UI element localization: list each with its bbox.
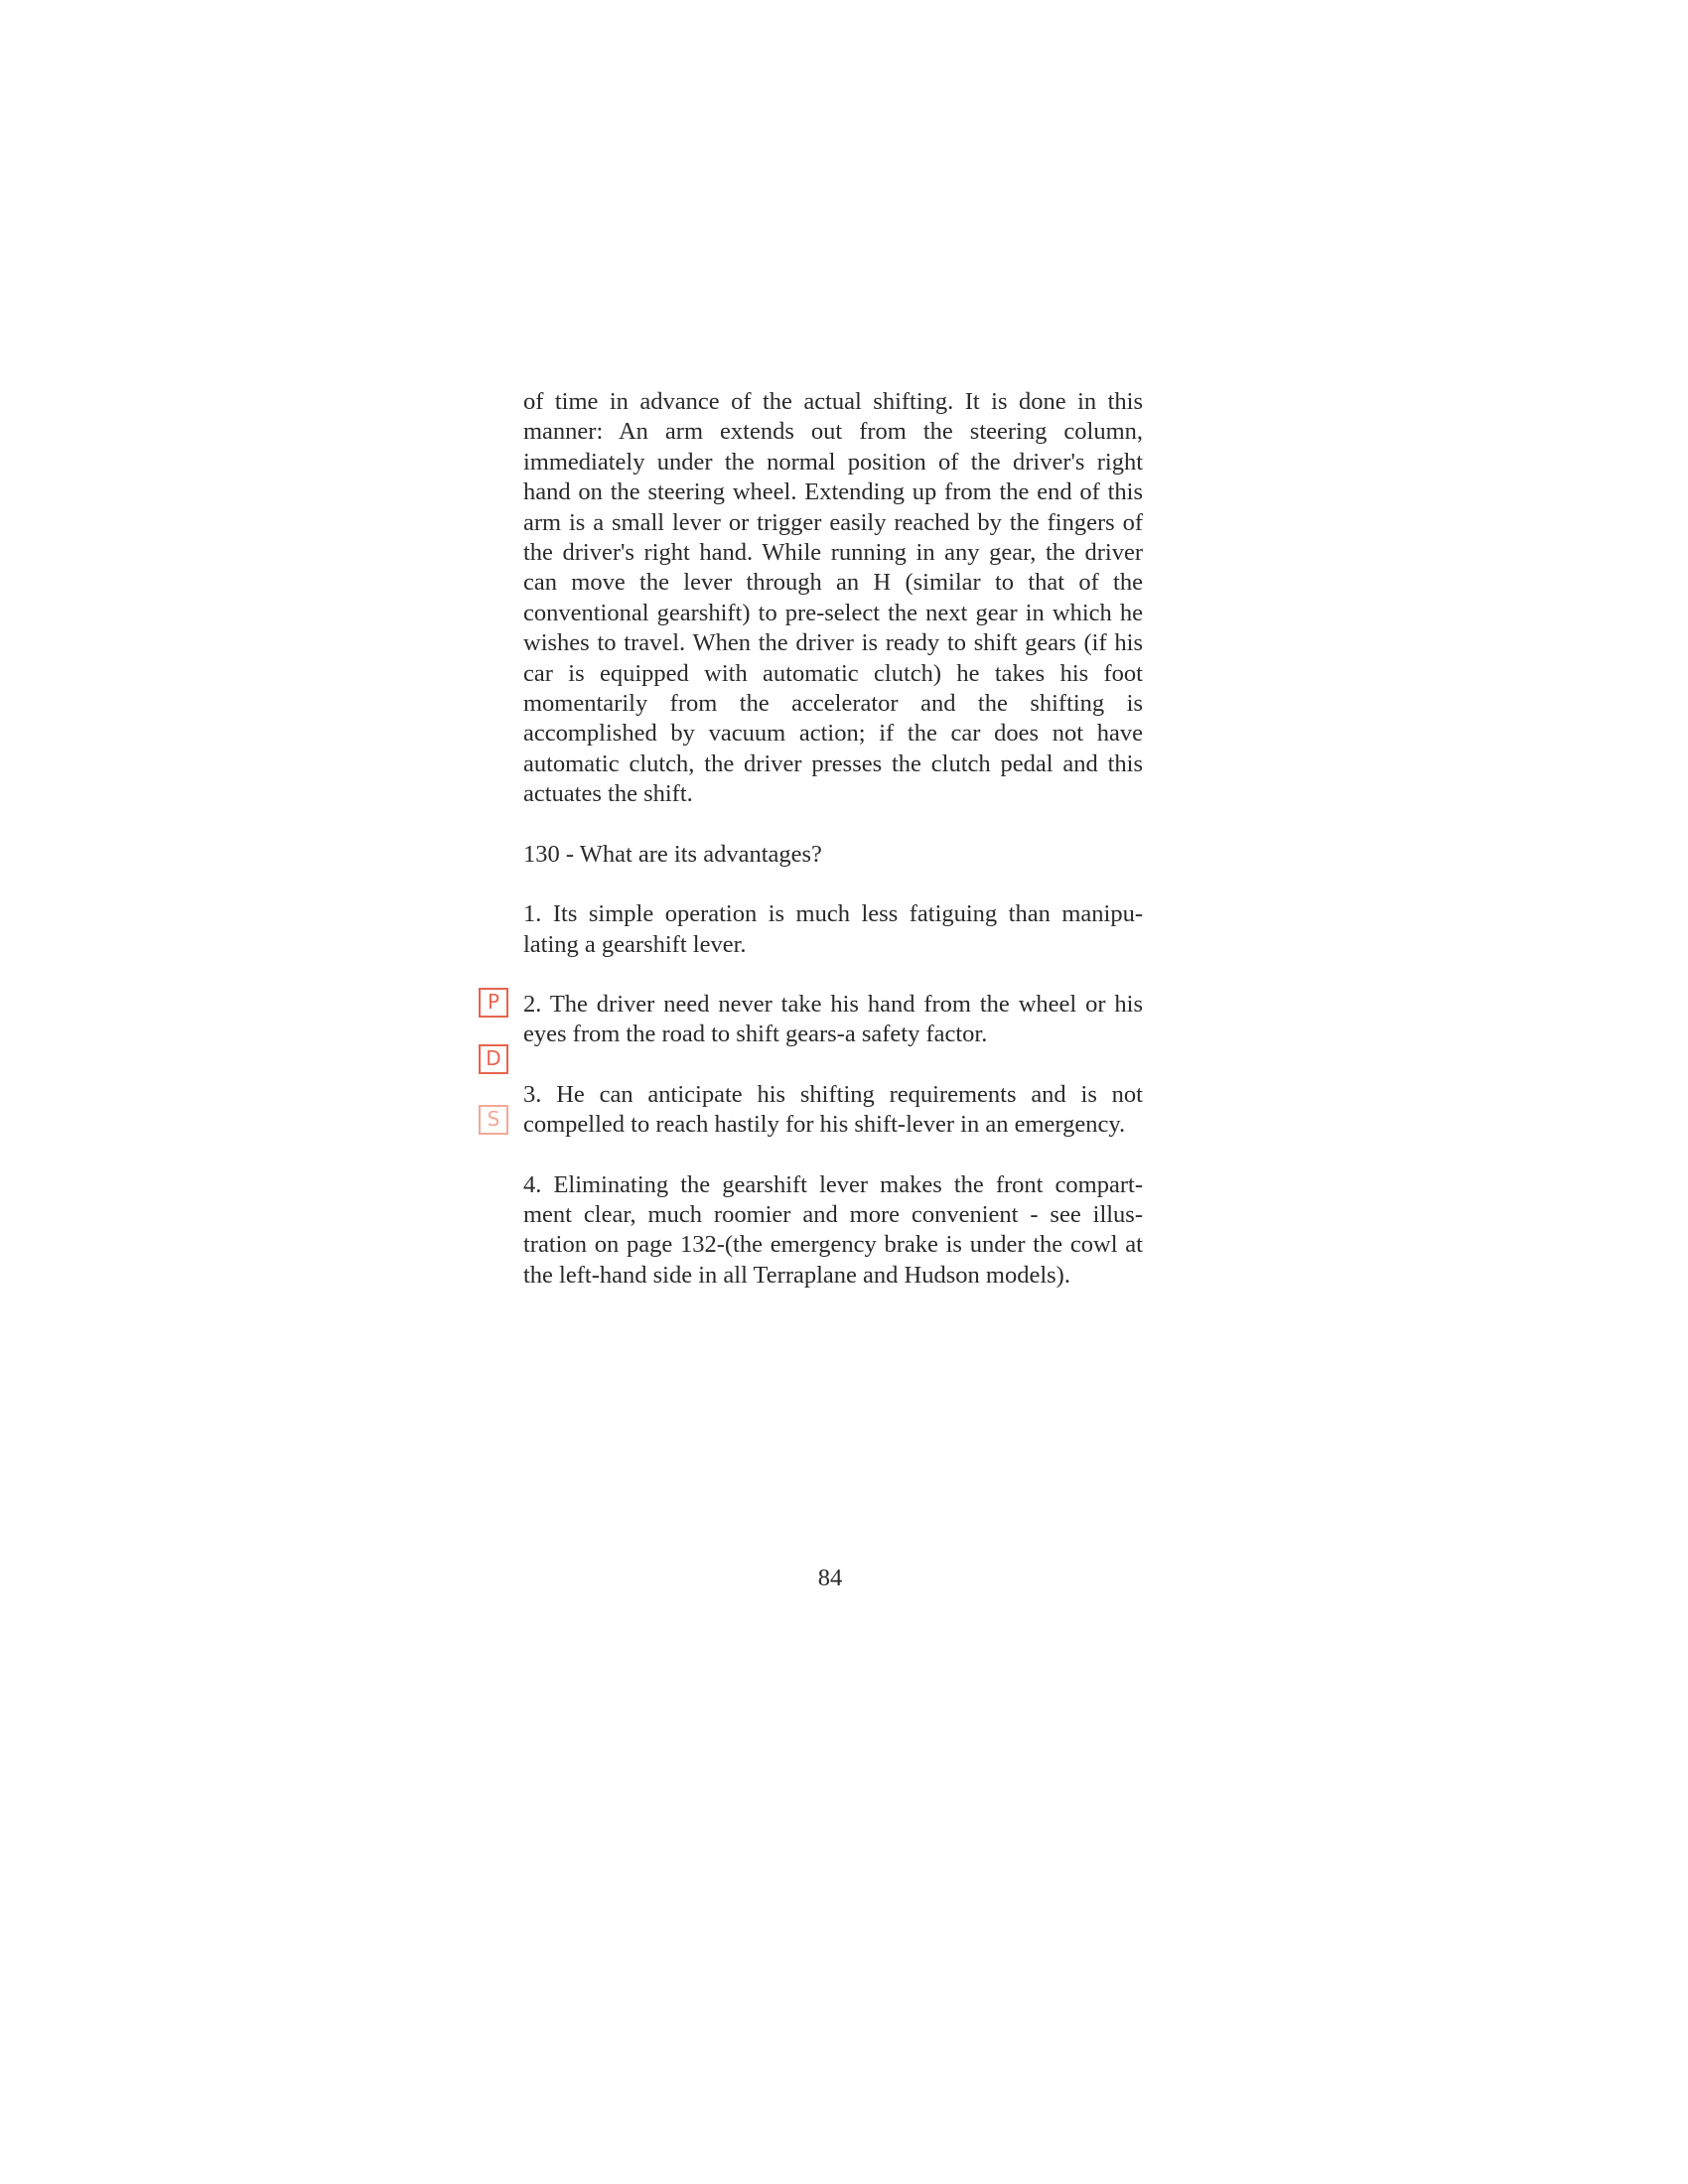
page-body	[523, 387, 1143, 1291]
question-heading-130: 130 - What are its advantages?	[523, 840, 822, 868]
advantage-item-3: 3. He can anticipate his shifting requirements and is not compelled to reach hastily for his shift-lever in an emergency.	[523, 1080, 1143, 1139]
d-marker-icon[interactable]: D	[479, 1044, 508, 1074]
advantage-item-2: 2. The driver need never take his hand from the wheel or his eyes from the road to shift gears-a safety factor.	[523, 990, 1143, 1048]
p-marker-icon[interactable]: P	[479, 988, 508, 1018]
s-marker-icon[interactable]: S	[479, 1105, 508, 1135]
page-number: 84	[817, 1565, 843, 1591]
paragraph-shift-mechanism: of time in advance of the actual shifting. It is done in this manner: An arm extends out from the steering column, immediately under the normal position of the driver's right hand on the steering wheel. Extending up from the end of this arm is a small lever or trigger easily reached by the fingers of the driver's right hand. While running in any gear, the driver can move the lever through an H (similar to that of the conventional gearshift) to pre-select the next gear in which he wishes to travel. When the driver is ready to shift gears (if his car is equipped with automatic clutch) he takes his foot momentarily from the accelerator and the shifting is accomplished by vacuum action; if the car does not have automatic clutch, the driver presses the clutch pedal and this actuates the shift.	[523, 388, 1143, 808]
advantage-item-4: 4. Eliminating the gearshift lever makes the front compart-ment clear, much roomier and more convenient - see illus-tration on page 132-(the emergency brake is under the cowl at the left-hand side in all Terraplane and Hudson models).	[523, 1170, 1143, 1289]
advantage-item-1: 1. Its simple operation is much less fatiguing than manipu-lating a gearshift lever.	[523, 900, 1143, 958]
